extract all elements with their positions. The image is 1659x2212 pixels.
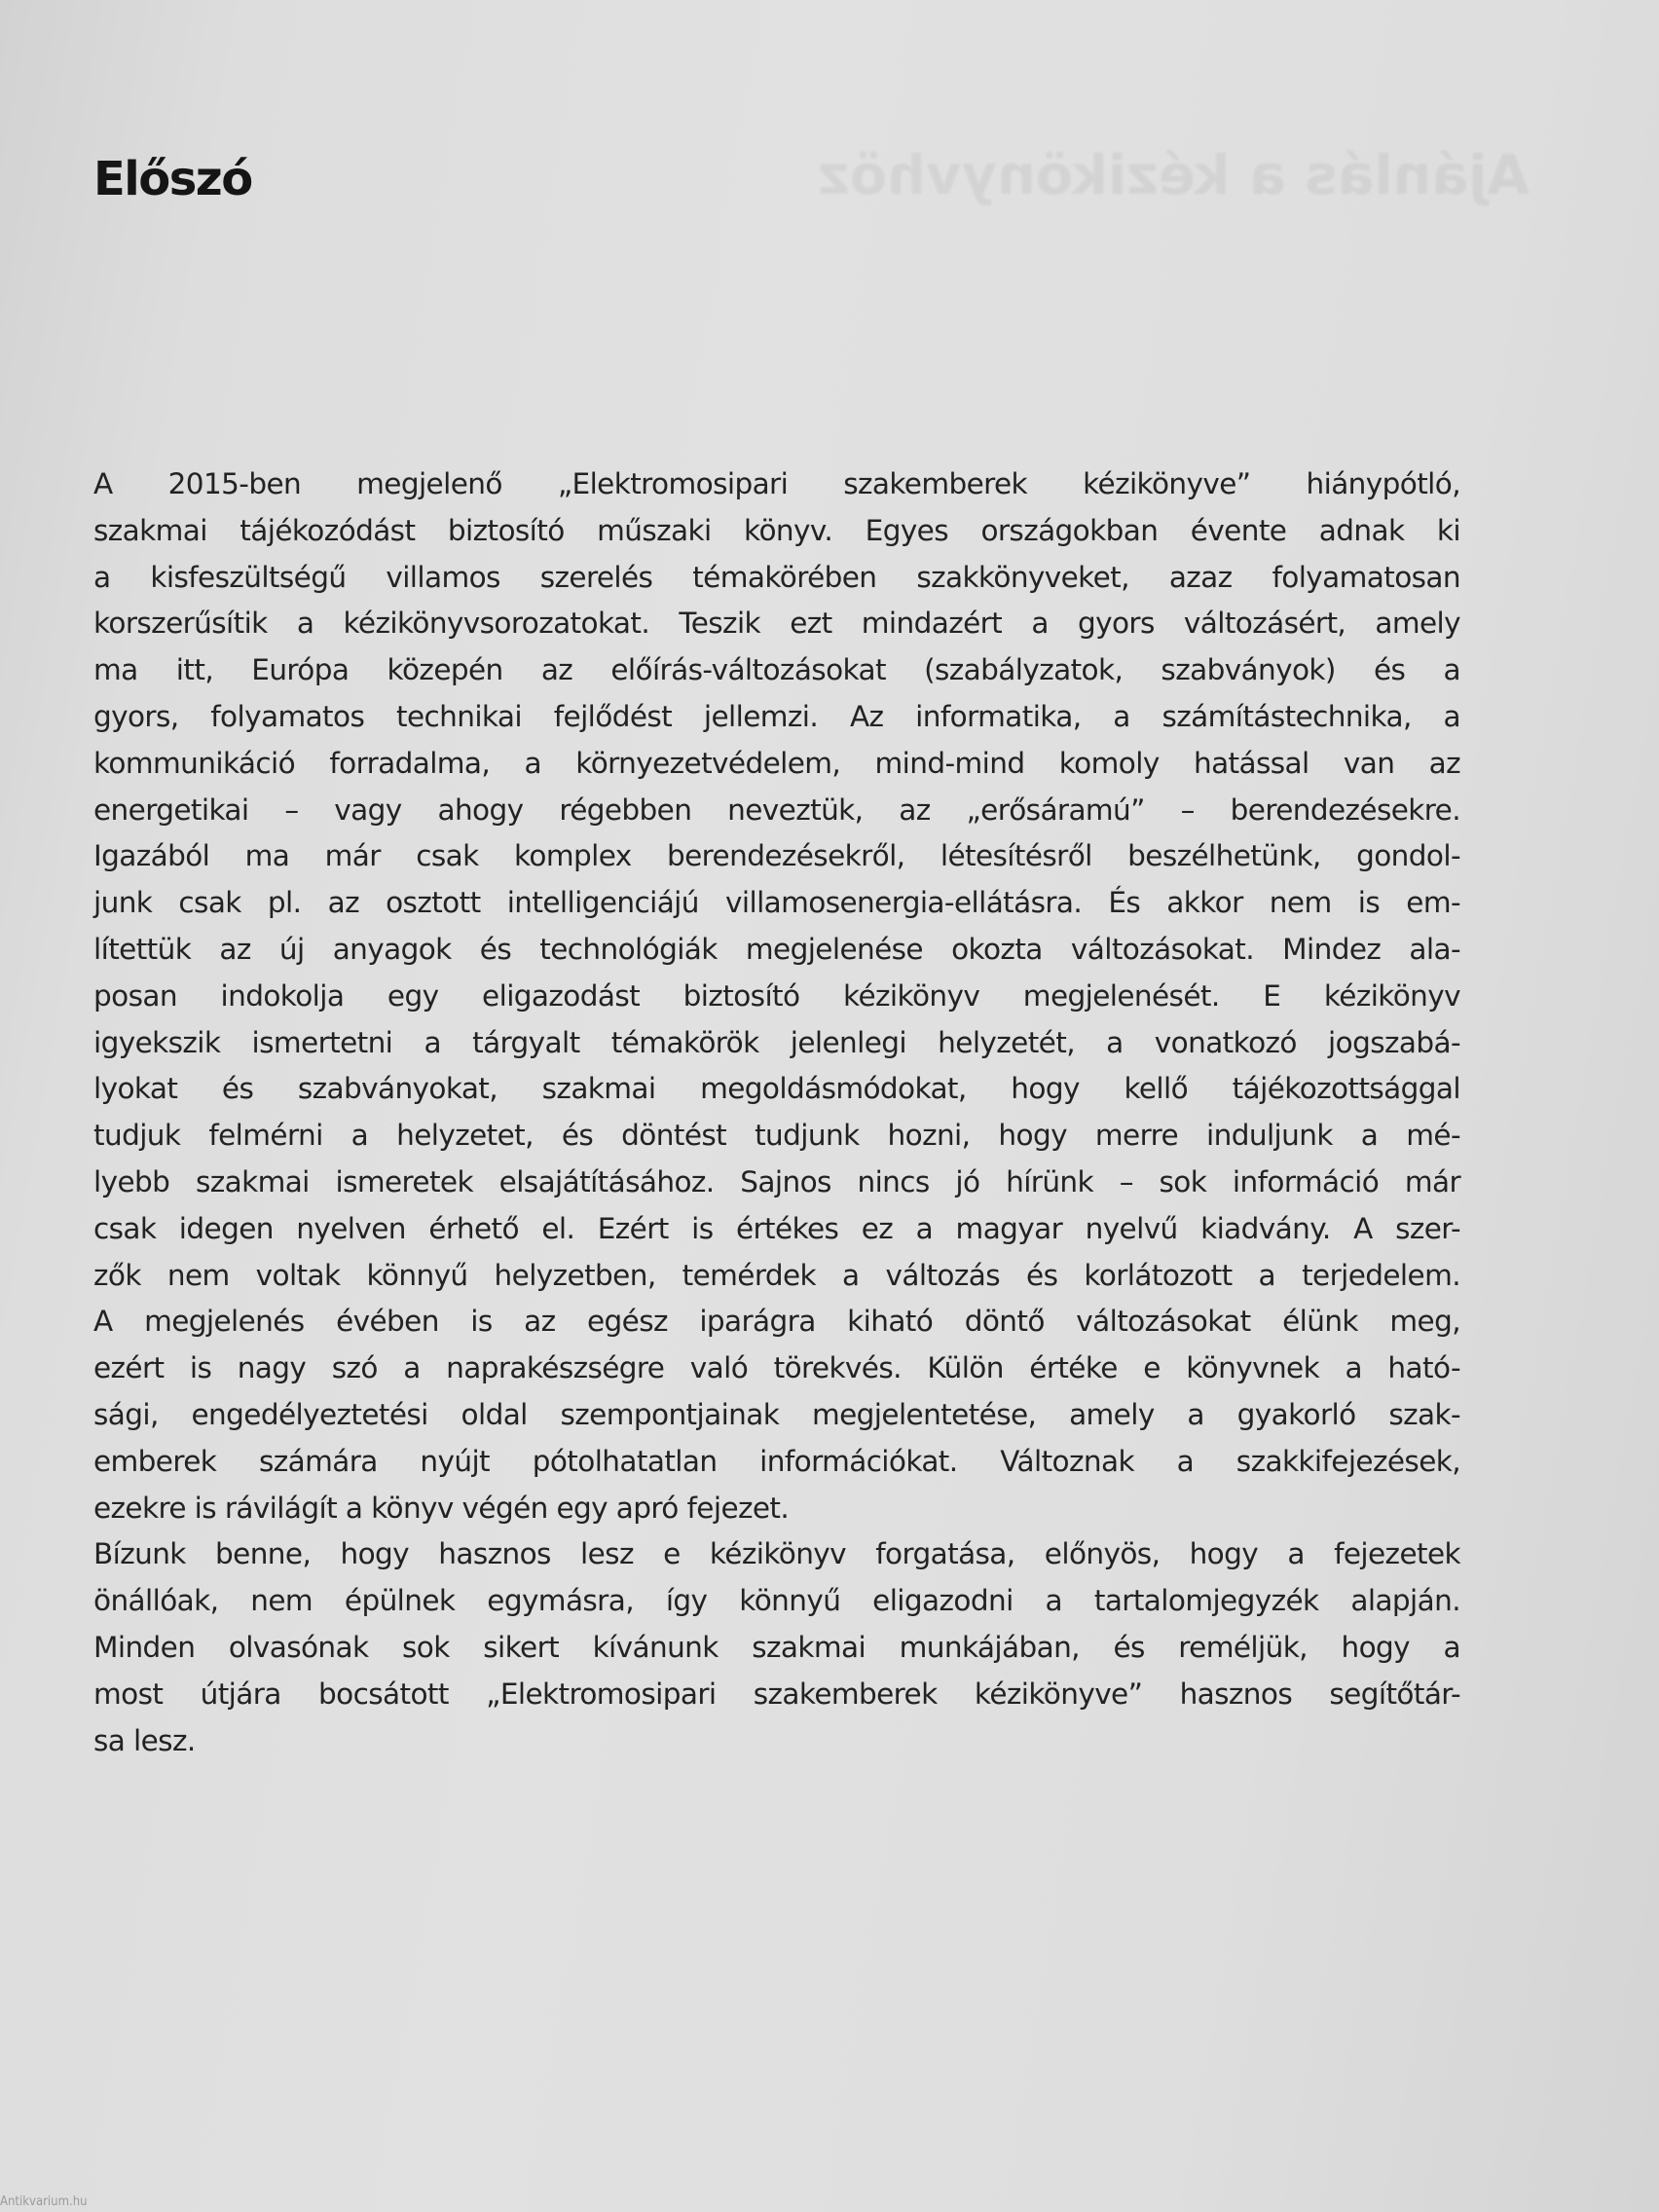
text-line: sa lesz. bbox=[93, 1723, 196, 1757]
text-line: most útjára bocsátott „Elektromosipari szakemberek kézikönyve” hasznos segítőtár- bbox=[93, 1677, 1460, 1711]
text-line: energetikai – vagy ahogy régebben neveztük, az „erősáramú” – berendezésekre. bbox=[93, 793, 1460, 827]
text-line: önállóak, nem épülnek egymásra, így könnyű eligazodni a tartalomjegyzék alapján. bbox=[93, 1584, 1460, 1618]
text-line: tudjuk felmérni a helyzetet, és döntést tudjunk hozni, hogy merre induljunk a mé- bbox=[93, 1119, 1460, 1153]
text-line: ezért is nagy szó a naprakészségre való törekvés. Külön értéke e könyvnek a ható- bbox=[93, 1351, 1460, 1385]
text-line: szakmai tájékozódást biztosító műszaki könyv. Egyes országokban évente adnak ki bbox=[93, 513, 1460, 547]
text-line: A 2015-ben megjelenő „Elektromosipari szakemberek kézikönyve” hiánypótló, bbox=[93, 467, 1460, 500]
text-line: Bízunk benne, hogy hasznos lesz e kézikönyv forgatása, előnyös, hogy a fejezetek bbox=[93, 1537, 1460, 1571]
text-line: igyekszik ismertetni a tárgyalt témakörök jelenlegi helyzetét, a vonatkozó jogszabá- bbox=[93, 1025, 1460, 1059]
text-line: ezekre is rávilágít a könyv végén egy apró fejezet. bbox=[93, 1491, 790, 1525]
text-line: kommunikáció forradalma, a környezetvédelem, mind-mind komoly hatással van az bbox=[93, 746, 1460, 780]
text-line: junk csak pl. az osztott intelligenciájú villamosenergia-ellátásra. És akkor nem is em- bbox=[93, 886, 1460, 920]
page-title: Előszó bbox=[93, 152, 252, 206]
text-line: korszerűsítik a kézikönyvsorozatokat. Teszik ezt mindazért a gyors változásért, amely bbox=[93, 607, 1460, 641]
paragraph-1 bbox=[93, 461, 1460, 1531]
bleed-through-title: Ajánlás a kézikönyvhöz bbox=[818, 144, 1530, 207]
text-line: lyokat és szabványokat, szakmai megoldásmódokat, hogy kellő tájékozottsággal bbox=[93, 1072, 1460, 1106]
text-line: zők nem voltak könnyű helyzetben, temérdek a változás és korlátozott a terjedelem. bbox=[93, 1258, 1460, 1292]
text-line: ma itt, Európa közepén az előírás-változásokat (szabályzatok, szabványok) és a bbox=[93, 653, 1460, 687]
preface-body bbox=[93, 461, 1460, 1764]
text-line: lítettük az új anyagok és technológiák megjelenése okozta változásokat. Mindez ala- bbox=[93, 932, 1460, 966]
paragraph-2 bbox=[93, 1531, 1460, 1764]
text-line: Igazából ma már csak komplex berendezésekről, létesítésről beszélhetünk, gondol- bbox=[93, 839, 1460, 873]
text-line: posan indokolja egy eligazodást biztosító kézikönyv megjelenését. E kézikönyv bbox=[93, 978, 1460, 1013]
text-line: gyors, folyamatos technikai fejlődést jellemzi. Az informatika, a számítástechnika, a bbox=[93, 699, 1460, 733]
text-line: csak idegen nyelven érhető el. Ezért is értékes ez a magyar nyelvű kiadvány. A szer- bbox=[93, 1211, 1460, 1245]
text-line: emberek számára nyújt pótolhatatlan információkat. Változnak a szakkifejezések, bbox=[93, 1444, 1460, 1478]
text-line: A megjelenés évében is az egész iparágra kiható döntő változásokat élünk meg, bbox=[93, 1305, 1460, 1339]
text-line: lyebb szakmai ismeretek elsajátításához. Sajnos nincs jó hírünk – sok információ már bbox=[93, 1164, 1460, 1198]
text-line: Minden olvasónak sok sikert kívánunk szakmai munkájában, és reméljük, hogy a bbox=[93, 1630, 1460, 1664]
text-line: sági, engedélyeztetési oldal szempontjainak megjelentetése, amely a gyakorló szak- bbox=[93, 1397, 1460, 1431]
watermark-label: Antikvarium.hu bbox=[0, 2194, 88, 2209]
text-line: a kisfeszültségű villamos szerelés témakörében szakkönyveket, azaz folyamatosan bbox=[93, 560, 1460, 594]
